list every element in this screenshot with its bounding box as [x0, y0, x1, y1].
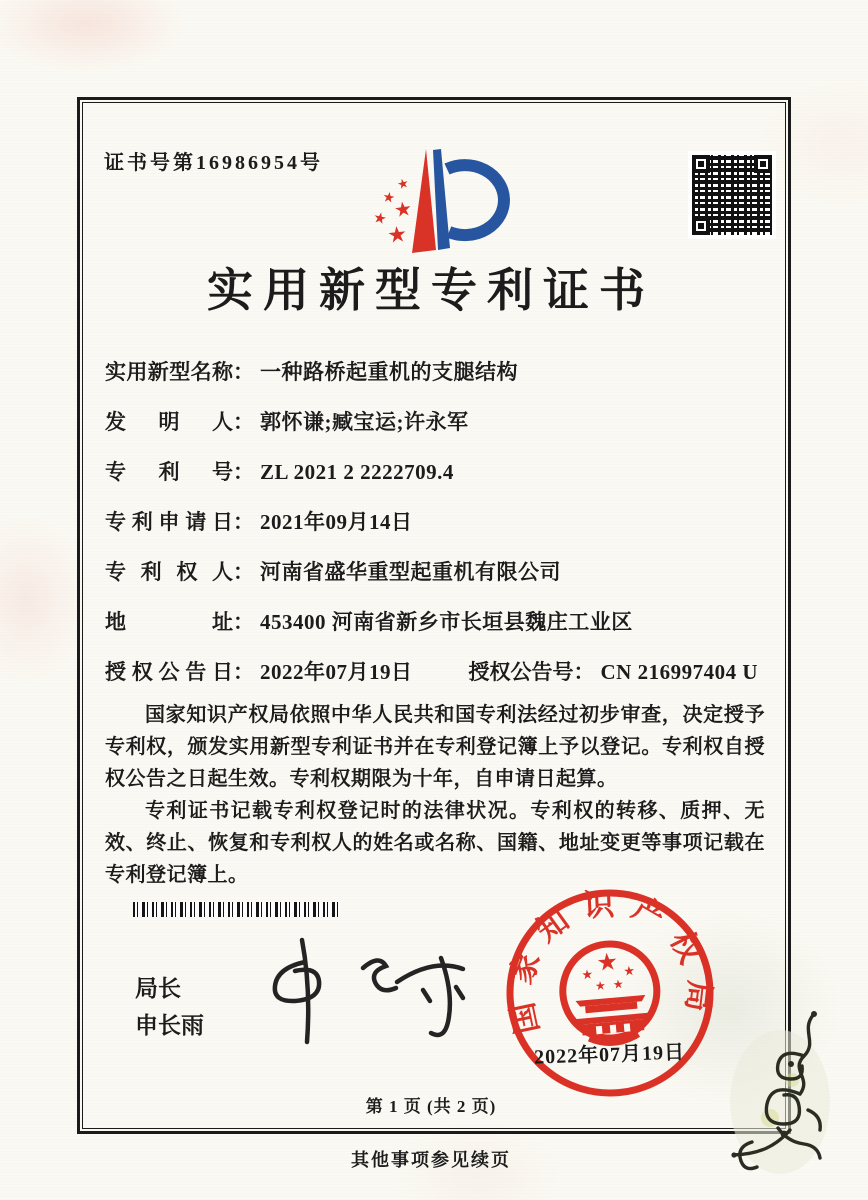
page-number: 第 1 页 (共 2 页)	[365, 1097, 497, 1116]
qr-finder-topright	[754, 155, 772, 173]
grant-date-label: 授权公告日	[105, 660, 233, 684]
legal-paragraph-1: 国家知识产权局依照中华人民共和国专利法经过初步审查，决定授予专利权，颁发实用新型专利证书并在专利登记簿上予以登记。专利权自授权公告之日起生效。专利权期限为十年，自申请日起算。	[105, 704, 765, 790]
qr-code-icon	[688, 151, 776, 239]
field-row-patentee	[105, 560, 765, 584]
cnipa-red-seal-icon	[496, 879, 724, 1107]
svg-text:★: ★	[381, 189, 397, 208]
field-label: 专利权人	[105, 560, 233, 584]
field-colon: ：	[233, 410, 254, 434]
svg-text:★: ★	[386, 222, 409, 249]
field-value: 郭怀谦;臧宝运;许永军	[260, 410, 469, 434]
field-colon: ：	[233, 510, 254, 534]
logo-p-mark	[412, 149, 504, 253]
qr-finder-topleft	[692, 155, 710, 173]
signer-title: 局长	[135, 976, 181, 1001]
grant-date-value: 2022年07月19日	[260, 660, 413, 684]
field-value: 453400 河南省新乡市长垣县魏庄工业区	[260, 610, 633, 634]
svg-text:★: ★	[622, 963, 636, 980]
seal-date: 2022年07月19日	[533, 1041, 686, 1069]
field-value: 一种路桥起重机的支腿结构	[260, 360, 518, 384]
field-value: ZL 2021 2 2222709.4	[260, 460, 454, 484]
signer-name: 申长雨	[135, 1013, 204, 1038]
field-label: 发明人	[105, 410, 233, 434]
field-row-inventors	[105, 410, 765, 434]
seal-ring-text: 国家知识产权局	[501, 886, 718, 1038]
field-colon: ：	[233, 360, 254, 384]
seal-national-emblem	[559, 940, 661, 1047]
handwritten-signature-icon	[245, 928, 475, 1056]
continuation-note: 其他事项参见续页	[351, 1150, 511, 1170]
certificate-number: 证书号第16986954号	[104, 152, 323, 174]
field-label: 实用新型名称	[105, 360, 233, 384]
certificate-title: 实用新型专利证书	[207, 265, 655, 316]
cnipa-logo-icon	[360, 136, 510, 266]
field-value: 河南省盛华重型起重机有限公司	[260, 560, 561, 584]
svg-text:★: ★	[594, 978, 607, 994]
legal-paragraph-2: 专利证书记载专利权登记时的法律状况。专利权的转移、质押、无效、终止、恢复和专利权人的姓名或名称、国籍、地址变更等事项记载在专利登记簿上。	[105, 800, 765, 886]
field-list	[105, 360, 765, 710]
field-value: 2021年09月14日	[260, 510, 413, 534]
svg-text:★: ★	[395, 175, 411, 194]
qr-finder-bottomleft	[692, 217, 710, 235]
svg-text:★: ★	[392, 195, 414, 223]
field-row-address	[105, 610, 765, 634]
svg-text:★: ★	[580, 967, 594, 984]
field-row-grant	[105, 660, 765, 684]
field-colon: ：	[233, 610, 254, 634]
field-row-name	[105, 360, 765, 384]
field-label: 地址	[105, 610, 233, 634]
field-row-filing-date	[105, 510, 765, 534]
svg-text:★: ★	[595, 947, 620, 978]
logo-stars	[372, 176, 414, 249]
field-colon: ：	[233, 460, 254, 484]
field-label: 专利申请日	[105, 510, 233, 534]
field-colon: ：	[573, 660, 595, 684]
field-label: 专利号	[105, 460, 233, 484]
svg-text:★: ★	[612, 976, 625, 992]
field-colon: ：	[233, 560, 254, 584]
grant-no-value: CN 216997404 U	[600, 660, 758, 684]
legal-text	[105, 699, 765, 891]
grant-no-label: 授权公告号	[468, 660, 574, 684]
corner-flourish-icon	[718, 1010, 838, 1182]
svg-text:★: ★	[371, 207, 389, 229]
barcode-icon	[133, 902, 340, 917]
signer-block	[135, 970, 204, 1044]
field-row-patent-no	[105, 460, 765, 484]
field-colon: ：	[233, 660, 254, 684]
